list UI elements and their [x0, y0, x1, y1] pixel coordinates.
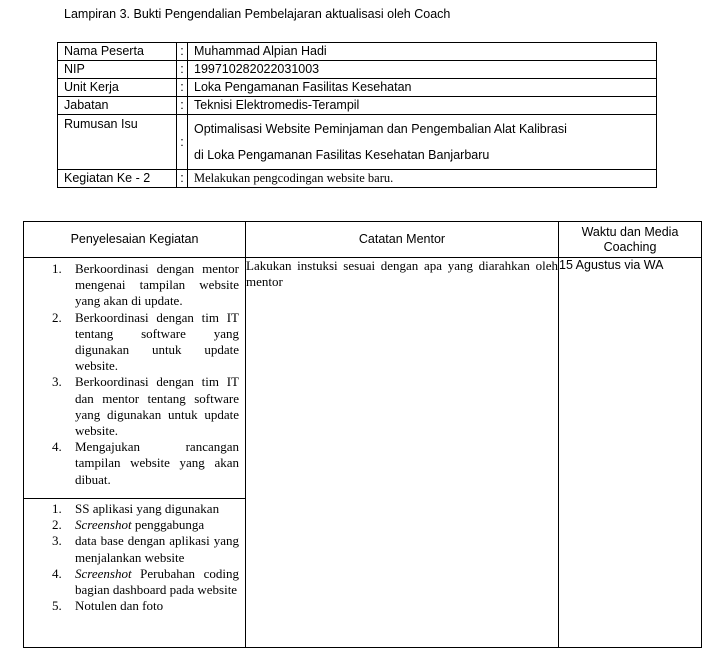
list-item — [24, 261, 239, 310]
info-row-nama — [58, 43, 657, 61]
coaching-row — [24, 258, 702, 499]
info-label: Unit Kerja — [58, 79, 177, 97]
list-text: penggabunga — [131, 517, 205, 533]
activities-cell — [24, 258, 246, 499]
info-separator: : — [177, 170, 188, 188]
list-item — [24, 566, 239, 598]
info-value-nip: 199710282022031003 — [188, 61, 657, 79]
info-value-rumusan-isu — [188, 115, 657, 170]
list-number: 4. — [52, 565, 62, 581]
list-text: data base dengan aplikasi yang menjalankan website — [75, 533, 239, 565]
header-catatan-mentor: Catatan Mentor — [246, 222, 559, 258]
info-separator: : — [177, 61, 188, 79]
info-separator: : — [177, 115, 188, 170]
info-row-rumusan-isu — [58, 115, 657, 170]
list-text: Berkoordinasi dengan tim IT tentang software yang digunakan untuk update website. — [75, 309, 239, 374]
list-item — [24, 598, 239, 614]
list-text: Mengajukan rancangan tampilan website yang akan dibuat. — [75, 439, 239, 487]
list-text: Berkoordinasi dengan tim IT dan mentor tentang software yang digunakan untuk update website. — [75, 374, 239, 439]
list-item — [24, 310, 239, 375]
list-number: 4. — [52, 439, 62, 455]
time-media-cell: 15 Agustus via WA — [559, 258, 702, 648]
info-value-nama: Muhammad Alpian Hadi — [188, 43, 657, 61]
list-item — [24, 374, 239, 439]
info-value-unit-kerja: Loka Pengamanan Fasilitas Kesehatan — [188, 79, 657, 97]
info-label: Rumusan Isu — [58, 115, 177, 170]
evidence-cell — [24, 499, 246, 648]
info-separator: : — [177, 43, 188, 61]
info-row-jabatan — [58, 97, 657, 115]
list-item — [24, 517, 239, 533]
list-text: Notulen dan foto — [75, 598, 164, 614]
list-number: 2. — [52, 517, 62, 533]
mentor-note-cell: Lakukan instuksi sesuai dengan apa yang diarahkan oleh mentor — [246, 258, 559, 648]
info-label: Kegiatan Ke - 2 — [58, 170, 177, 188]
evidence-list — [24, 499, 245, 614]
info-label: Jabatan — [58, 97, 177, 115]
list-item — [24, 439, 239, 488]
activities-list — [24, 258, 245, 488]
list-text-italic: Screenshot — [75, 517, 132, 533]
list-text: SS aplikasi yang digunakan — [75, 501, 220, 516]
info-row-nip — [58, 61, 657, 79]
list-item — [24, 501, 239, 517]
list-number: 2. — [52, 309, 62, 325]
list-item — [24, 533, 239, 565]
info-separator: : — [177, 97, 188, 115]
coaching-table — [23, 221, 702, 648]
list-text: Berkoordinasi dengan mentor mengenai tampilan website yang akan di update. — [75, 261, 239, 309]
info-value-jabatan: Teknisi Elektromedis-Terampil — [188, 97, 657, 115]
info-label: NIP — [58, 61, 177, 79]
info-value-kegiatan: Melakukan pengcodingan website baru. — [188, 170, 657, 188]
header-penyelesaian-kegiatan: Penyelesaian Kegiatan — [24, 222, 246, 258]
header-waktu-media — [559, 222, 702, 258]
document-title: Lampiran 3. Bukti Pengendalian Pembelajaran aktualisasi oleh Coach — [64, 7, 451, 21]
coaching-table-header — [24, 222, 702, 258]
list-number: 3. — [52, 533, 62, 549]
list-text: Perubahan coding bagian dashboard pada website — [75, 565, 239, 598]
header-waktu-line-1: Waktu dan Media — [581, 224, 679, 239]
list-number: 5. — [52, 598, 62, 614]
participant-info-table — [57, 42, 657, 188]
info-separator: : — [177, 79, 188, 97]
rumusan-isu-line-1: Optimalisasi Website Peminjaman dan Pengembalian Alat Kalibrasi — [194, 122, 567, 136]
list-number: 1. — [52, 501, 62, 516]
list-number: 1. — [52, 261, 62, 276]
list-number: 3. — [52, 374, 62, 390]
rumusan-isu-line-2: di Loka Pengamanan Fasilitas Kesehatan Banjarbaru — [194, 148, 490, 162]
info-label: Nama Peserta — [58, 43, 177, 61]
info-row-kegiatan — [58, 170, 657, 188]
info-row-unit-kerja — [58, 79, 657, 97]
list-text-italic: Screenshot — [75, 565, 132, 581]
header-waktu-line-2: Coaching — [603, 239, 657, 254]
